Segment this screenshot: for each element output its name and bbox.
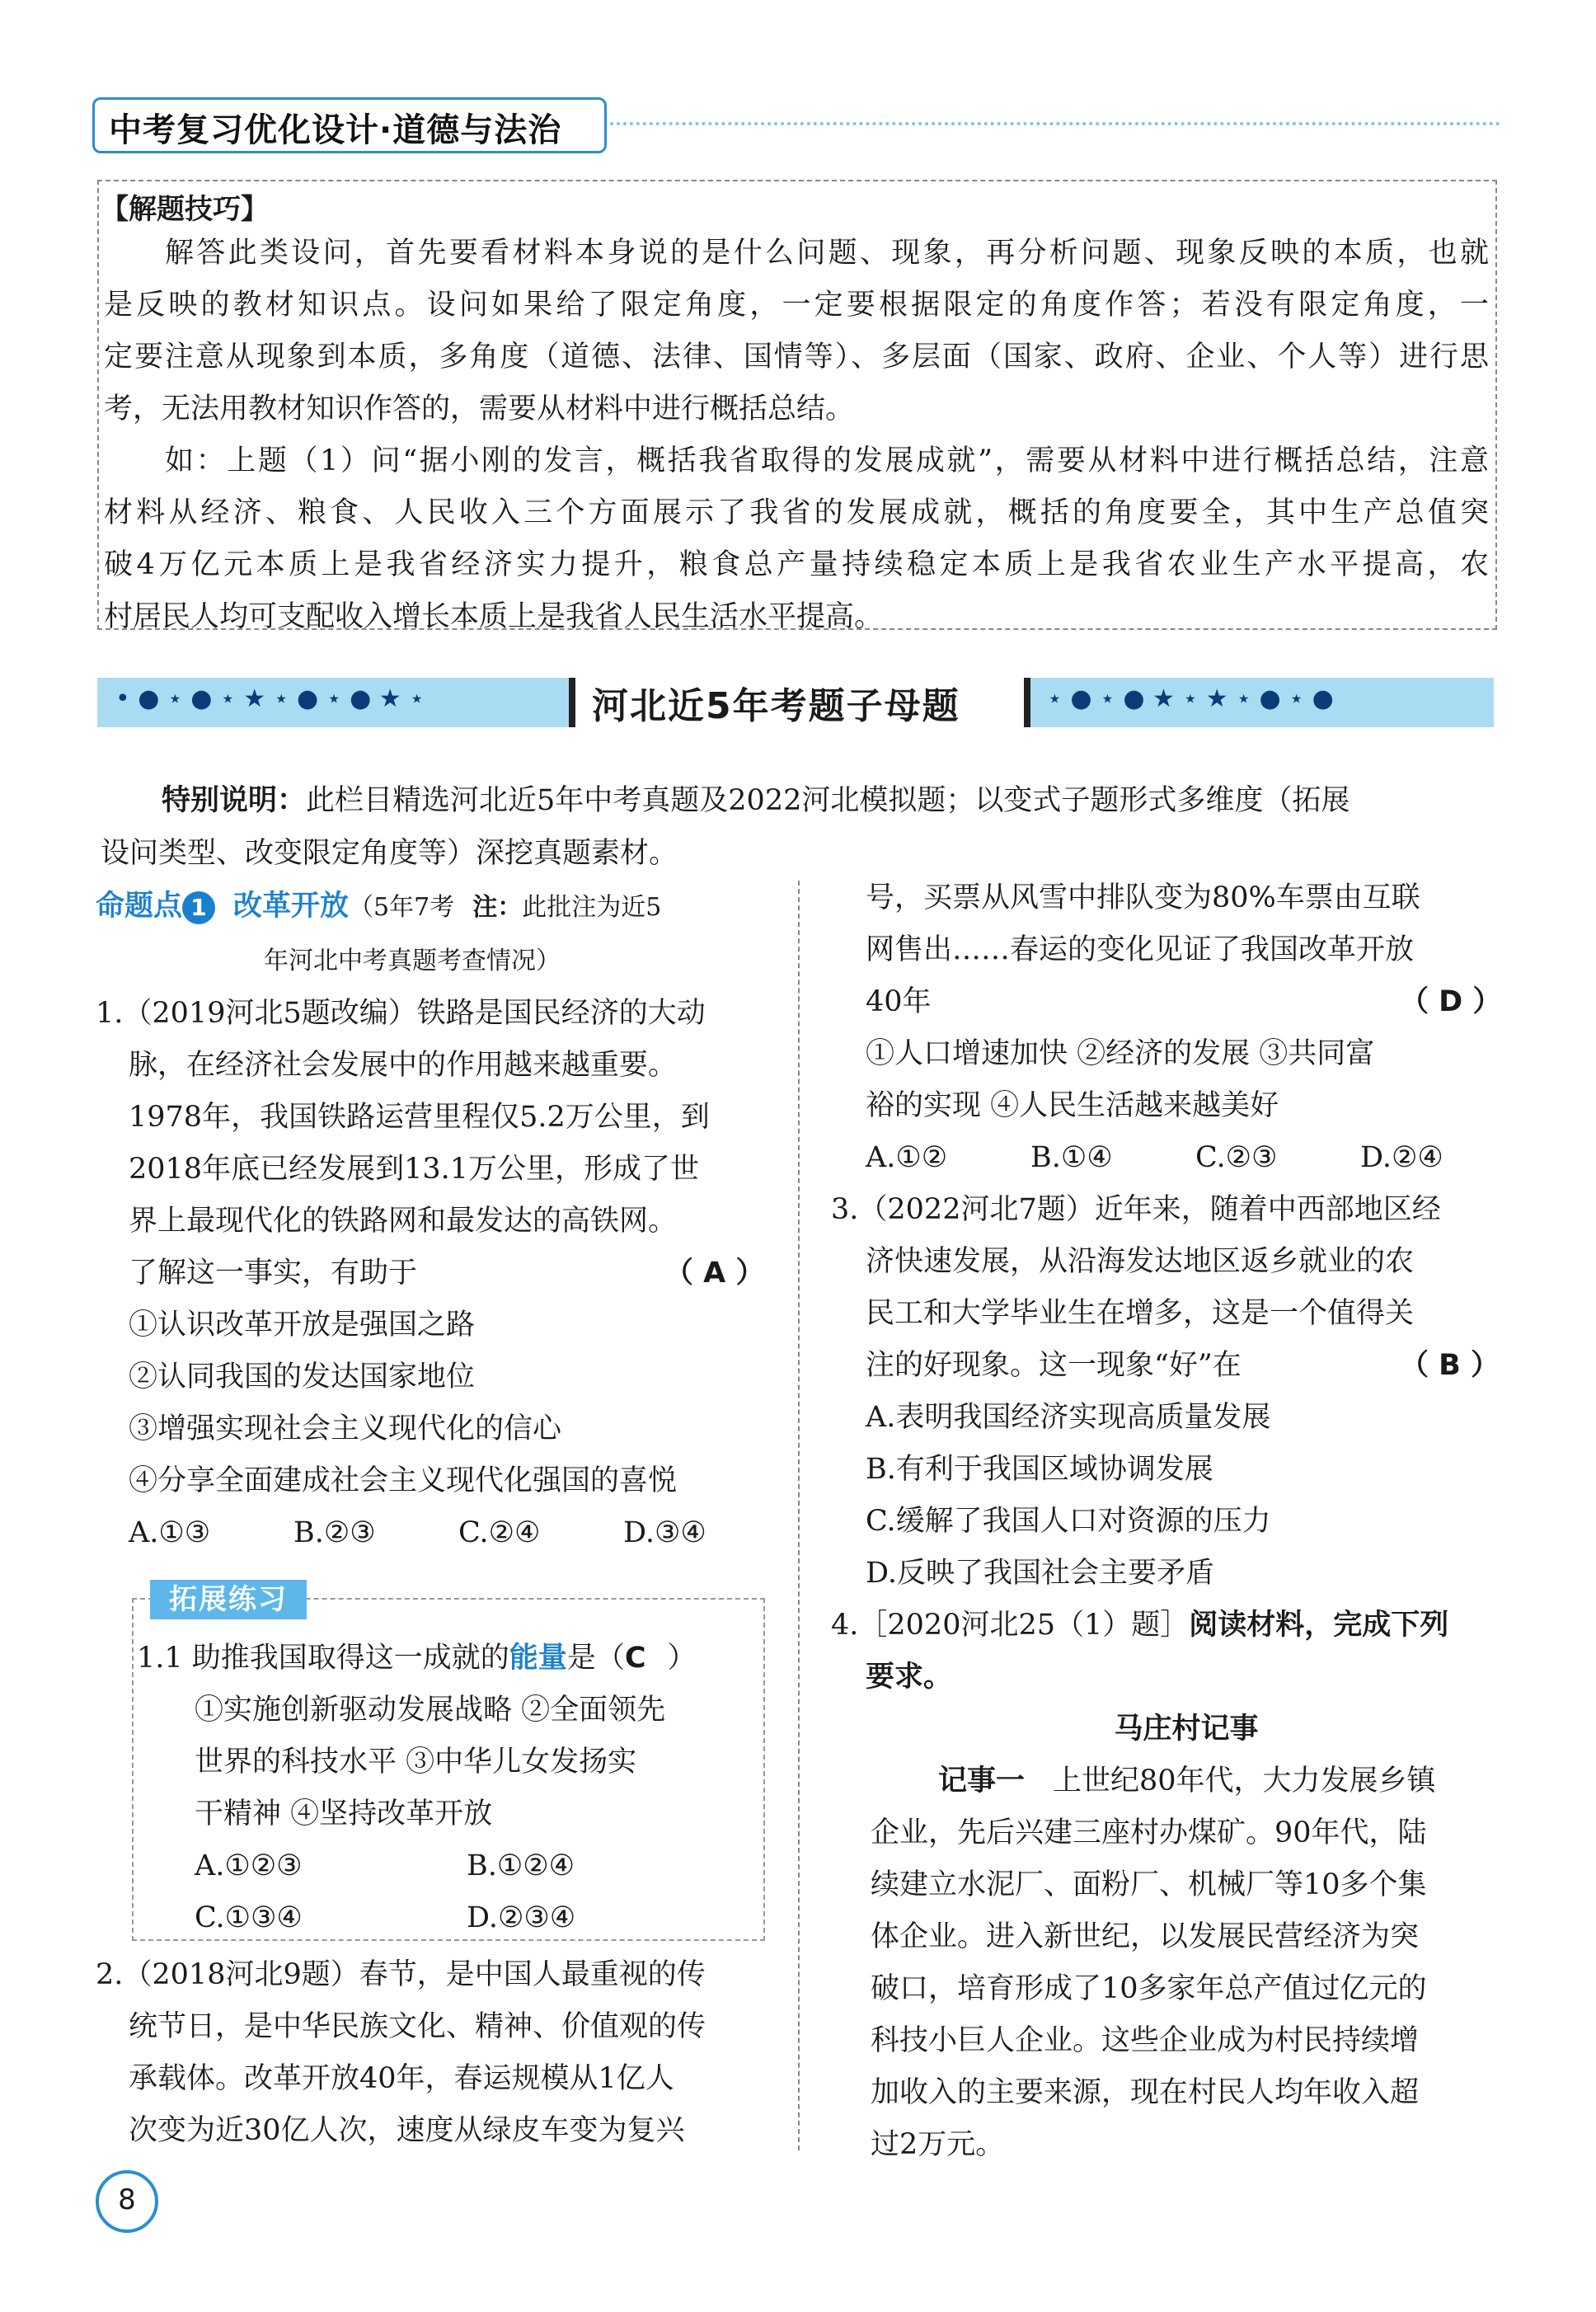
question-4: 4.［2020河北25（1）题］阅读材料，完成下列 要求。 马庄村记事 记事一 上世纪80年代，大力发展乡镇 企业，先后兴建三座村办煤矿。90年代，陆 续建立水泥厂、面粉厂、机械厂等10多个集 体企业。进入新世纪，以发展民营经济为突 破口，培育形成了10多家年总产值过亿元的 科技小巨人企业。这些企业成为村民持续增 加收入的主要来源，现在村民人均年收入超 过2万元。 — [831, 1600, 1507, 2171]
question-1: 1.（2019河北5题改编）铁路是国民经济的大动 脉，在经济社会发展中的作用越来越重要。 1978年，我国铁路运营里程仅5.2万公里，到 2018年底已经发展到13.1万公里，形成了世 界上最现代化的铁路网和最发达的高铁网。 了解这一事实，有助于 （ A ） ①认识改革开放是强国之路 ②认同我国的发达国家地位 ③增强实现社会主义现代化的信心 ④分享全面建成社会主义现代化强国的喜悦 A.①③ B.②③ C.②④ D.③④ — [96, 988, 772, 1559]
question-2-right: 号，买票从风雪中排队变为80%车票由互联 网售出……春运的变化见证了我国改革开放 40年 （ D ） ①人口增速加快 ②经济的发展 ③共同富 裕的实现 ④人民生活越来越美好 A.①② B.①④ C.②③ D.②④ — [831, 872, 1507, 1184]
header-dotted-line — [610, 122, 1500, 125]
answer-q2: （ D ） — [1400, 985, 1502, 1018]
special-note-line-1: 特别说明：此栏目精选河北近5年中考真题及2022河北模拟题；以变式子题形式多维度（拓展 — [162, 784, 1350, 817]
extension-tag: 拓展练习 — [150, 1580, 307, 1619]
question-3: 3.（2022河北7题）近年来，随着中西部地区经 济快速发展，从沿海发达地区返乡就业的农 民工和大学毕业生在增多，这是一个值得关 注的好现象。这一现象“好”在 （ B ） A.表明我国经济实现高质量发展 B.有利于我国区域协调发展 C.缓解了我国人口对资源的压力 D.反映了我国社会主要矛盾 — [831, 1193, 1500, 1590]
special-note-line-2: 设问类型、改变限定角度等）深挖真题素材。 — [101, 837, 678, 870]
question-2-left: 2.（2018河北9题）春节，是中国人最重视的传 统节日，是中华民族文化、精神、价值观的传 承载体。改革开放40年，春运规模从1亿人 次变为近30亿人次，速度从绿皮车变为复兴 — [96, 1958, 706, 2147]
q2-options: A.①② B.①④ C.②③ D.②④ — [866, 1141, 1443, 1174]
tips-line: 是反映的教材知识点。设问如果给了限定角度，一定要根据限定的角度作答；若没有限定角度，一 — [104, 289, 1489, 322]
section-title: 河北近5年考题子母题 — [592, 685, 960, 727]
topic-heading: 命题点 1 改革开放（5年7考 注：此批注为近5 — [96, 890, 662, 923]
topic-note-line-2: 年河北中考真题考查情况） — [264, 947, 561, 975]
tips-label: 【解题技巧】 — [101, 193, 269, 226]
answer-q3: （ B ） — [1400, 1349, 1500, 1382]
book-title: 中考复习优化设计·道德与法治 — [109, 111, 562, 149]
tips-line: 定要注意从现象到本质，多角度（道德、法律、国情等）、多层面（国家、政府、企业、个人等）进行思 — [104, 341, 1489, 374]
extension-question: 1.1 助推我国取得这一成就的能量是（C ） ①实施创新驱动发展战略 ②全面领先 世界的科技水平 ③中华儿女发扬实 干精神 ④坚持改革开放 A.①②③ B.①②④ C.①③④ D.②③④ — [137, 1642, 697, 1934]
answer-ext: C — [624, 1642, 646, 1675]
material-title: 马庄村记事 — [1114, 1713, 1259, 1746]
page-number: 8 — [118, 2183, 136, 2216]
banner-bar-right — [1024, 678, 1030, 727]
star-decoration-icon: • ● ⋆ ● ⋆ ★ ⋆ ● ⋆ ● ★ ⋆ — [115, 684, 425, 713]
special-note-label: 特别说明： — [162, 784, 307, 817]
column-divider — [798, 881, 800, 2150]
tips-line: 材料从经济、粮食、人民收入三个方面展示了我省的发展成就，概括的角度要全，其中生产总值突 — [104, 496, 1489, 529]
q1-options: A.①③ B.②③ C.②④ D.③④ — [129, 1516, 706, 1549]
tips-line: 破4万亿元本质上是我省经济实力提升，粮食总产量持续稳定本质上是我省农业生产水平提高，农 — [104, 548, 1489, 581]
star-decoration-icon: ⋆ ● ⋆ ● ★ ⋆ ★ ⋆ ● ⋆ ● — [1047, 684, 1334, 713]
tips-paragraph-1 — [104, 228, 1489, 643]
tips-line: 解答此类设问，首先要看材料本身说的是什么问题、现象，再分析问题、现象反映的本质，也就 — [165, 237, 1489, 270]
banner-bar-left — [569, 678, 575, 727]
answer-q1: （ A ） — [664, 1257, 765, 1290]
topic-number-badge: 1 — [182, 891, 215, 924]
tips-line: 村居民人均可支配收入增长本质上是我省人民生活水平提高。 — [104, 600, 884, 633]
tips-line: 考，无法用教材知识作答的，需要从材料中进行概括总结。 — [104, 392, 855, 425]
tips-line: 如：上题（1）问“据小刚的发言，概括我省取得的发展成就”，需要从材料中进行概括总结，注意 — [165, 444, 1489, 477]
